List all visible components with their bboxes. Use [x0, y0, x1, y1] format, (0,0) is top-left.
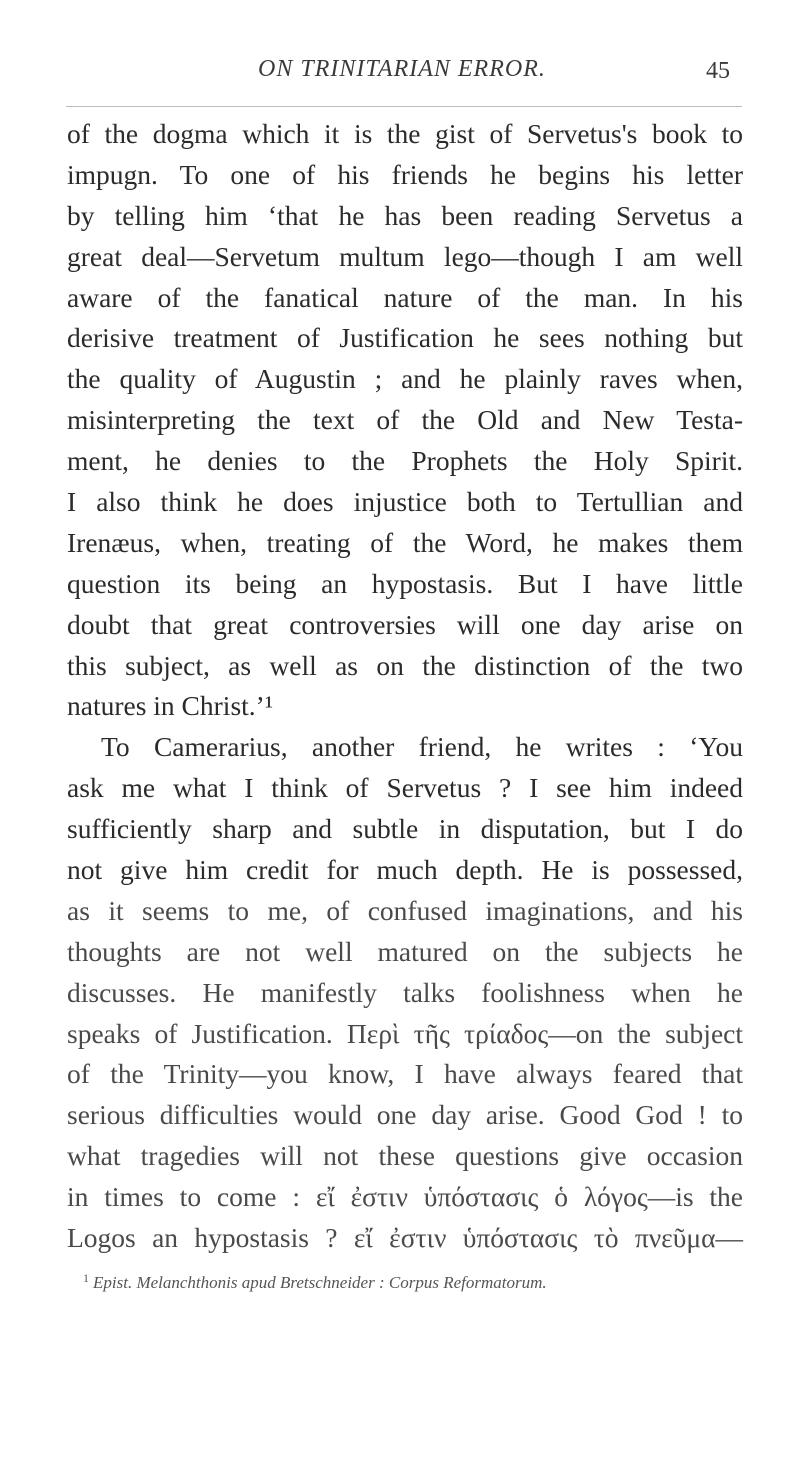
text-line: derisive treatment of Justification he sees nothing but — [67, 322, 743, 354]
text-line: this subject, as well as on the distinction of the two — [67, 649, 743, 681]
text-line: sufficiently sharp and subtle in disputation, but I do — [67, 813, 743, 845]
text-line: by telling him ‘that he has been reading Servetus a — [67, 199, 743, 231]
text-line: Logos an hypostasis ? εἴ ἐστιν ὑπόστασις τὸ πνεῦμα— — [67, 1222, 743, 1254]
body-text — [67, 114, 743, 1293]
text-line: aware of the fanatical nature of the man. In his — [67, 281, 743, 313]
text-line: impugn. To one of his friends he begins his letter — [67, 158, 743, 190]
text-line: I also think he does injustice both to Tertullian and — [67, 486, 743, 518]
text-line: speaks of Justification. Περὶ τῆς τρίαδος—on the subject — [67, 1017, 743, 1049]
text-line: To Camerarius, another friend, he writes : ‘You — [101, 731, 743, 763]
text-line: question its being an hypostasis. But I have little — [67, 567, 743, 599]
text-line: serious difficulties would one day arise. Good God ! to — [67, 1099, 743, 1131]
text-line: as it seems to me, of confused imaginations, and his — [67, 894, 743, 926]
text-line: the quality of Augustin ; and he plainly raves when, — [67, 363, 743, 395]
text-line: Irenæus, when, treating of the Word, he makes them — [67, 526, 743, 558]
text-line: thoughts are not well matured on the subjects he — [67, 935, 743, 967]
text-line: doubt that great controversies will one day arise on — [67, 608, 743, 640]
text-line: discusses. He manifestly talks foolishness when he — [67, 976, 743, 1008]
text-line: of the Trinity—you know, I have always feared that — [67, 1058, 743, 1090]
text-line: ask me what I think of Servetus ? I see him indeed — [67, 772, 743, 804]
text-line: not give him credit for much depth. He is possessed, — [67, 854, 743, 886]
footnote-text: Epist. Melanchthonis apud Bretschneider : Corpus Reformatorum. — [93, 1272, 547, 1292]
running-title: ON TRINITARIAN ERROR. — [258, 56, 546, 82]
page-number: 45 — [706, 58, 730, 84]
text-line: ment, he denies to the Prophets the Holy Spirit. — [67, 445, 743, 477]
text-line: in times to come : εἴ ἐστιν ὑπόστασις ὁ λόγος—is the — [67, 1181, 743, 1213]
text-line: natures in Christ.’¹ — [67, 690, 274, 722]
text-line: great deal—Servetum multum lego—though I am well — [67, 240, 743, 272]
footnote — [67, 1263, 743, 1293]
page-header — [0, 56, 800, 86]
text-line: misinterpreting the text of the Old and New Testa- — [67, 404, 743, 436]
text-line: what tragedies will not these questions give occasion — [67, 1140, 743, 1172]
text-line: of the dogma which it is the gist of Servetus's book to — [67, 118, 743, 149]
footnote-mark: 1 — [83, 1270, 89, 1285]
header-rule — [66, 106, 742, 107]
